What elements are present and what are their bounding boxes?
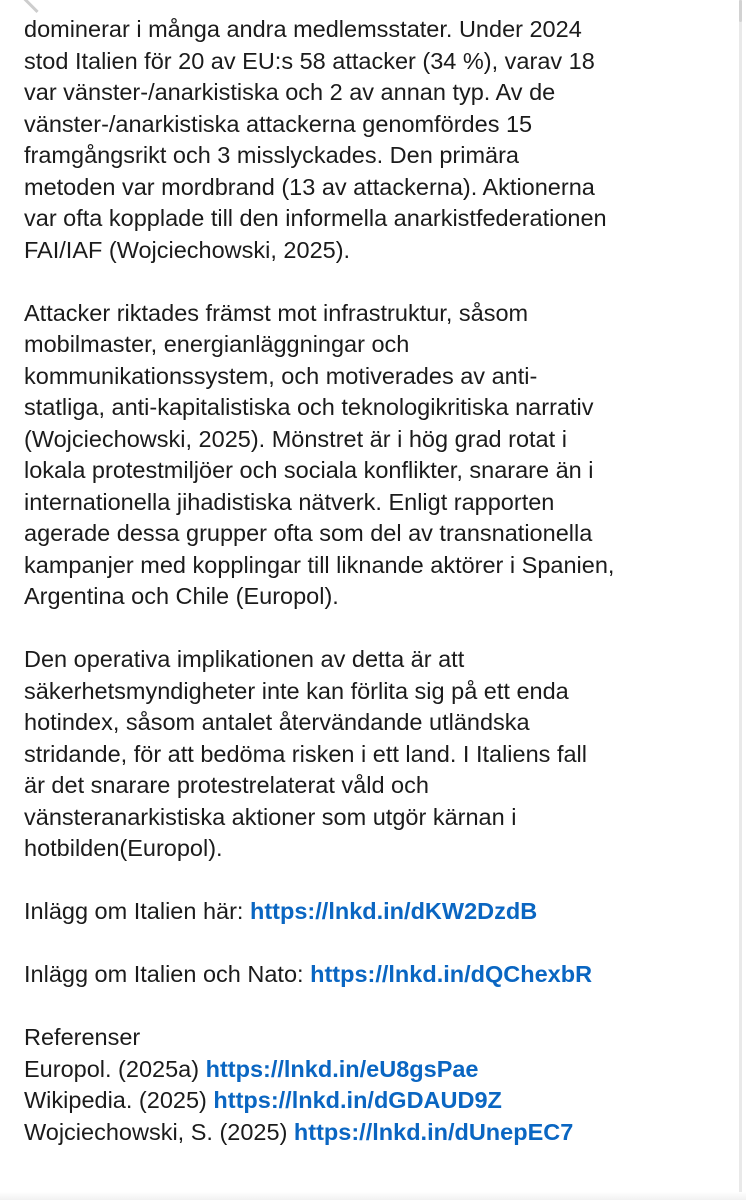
references-heading: Referenser <box>24 1024 141 1050</box>
top-bar <box>0 0 746 14</box>
paragraph-2: Attacker riktades främst mot infrastruktur, såsom mobilmaster, energianläggningar och kommunikationssystem, och motiverades av anti- statliga, anti-kapitalistiska och teknologikritiska narrativ (Wojciechowski, 2025). Mönstret är i hög grad rotat i lokala protestmiljöer och sociala konflikter, snarare än i internationella jihadistiska nätverk. Enligt rapporten agerade dessa grupper ofta som del av transnationella kampanjer med kopplingar till liknande aktörer i Spanien, Argentina och Chile (Europol). <box>24 299 615 609</box>
reference-label: Europol. (2025a) <box>24 1055 206 1082</box>
bottom-edge <box>0 1192 746 1200</box>
paragraph-1: dominerar i många andra medlemsstater. Under 2024 stod Italien för 20 av EU:s 58 attacker (34 %), varav 18 var vänster-/anarkistiska och 2 av annan typ. Av de vänster-/anarkistiska attackerna genomfördes 15 framgångsrikt och 3 misslyckades. Den primära metoden var mordbrand (13 av attackerna). Aktionerna var ofta kopplade till den informella anarkistfederationen FAI/IAF (Wojciechowski, 2025). <box>24 16 607 263</box>
post-italy-row <box>24 896 724 928</box>
post-italy-label: Inlägg om Italien här: <box>24 898 250 924</box>
reference-label: Wojciechowski, S. (2025) <box>24 1118 294 1145</box>
post-italy-link[interactable]: https://lnkd.in/dKW2DzdB <box>250 898 538 924</box>
post-italy-nato-link[interactable]: https://lnkd.in/dQChexbR <box>310 961 593 987</box>
reference-label: Wikipedia. (2025) <box>24 1087 214 1113</box>
reference-item <box>24 1085 724 1117</box>
reference-link[interactable]: https://lnkd.in/dGDAUD9Z <box>213 1087 502 1113</box>
scrollbar-thumb[interactable] <box>739 0 742 22</box>
reference-link[interactable]: https://lnkd.in/dUnepEC7 <box>293 1118 574 1145</box>
post-italy-nato-row <box>24 959 724 991</box>
post-body <box>24 16 724 1148</box>
reference-link[interactable]: https://lnkd.in/eU8gsPae <box>205 1055 479 1082</box>
reference-item <box>24 1054 724 1086</box>
post-italy-nato-label: Inlägg om Italien och Nato: <box>24 961 311 987</box>
paragraph-3: Den operativa implikationen av detta är att säkerhetsmyndigheter inte kan förlita sig på ett enda hotindex, såsom antalet återvändande utländska stridande, för att bedöma risken i ett land. I Italiens fall är det snarare protestrelaterat våld och vänsteranarkistiska aktioner som utgör kärnan i hotbilden(Europol). <box>24 646 587 861</box>
chevron-left-icon[interactable] <box>16 0 57 13</box>
scrollbar-track[interactable] <box>739 0 742 1200</box>
reference-item <box>24 1117 724 1149</box>
